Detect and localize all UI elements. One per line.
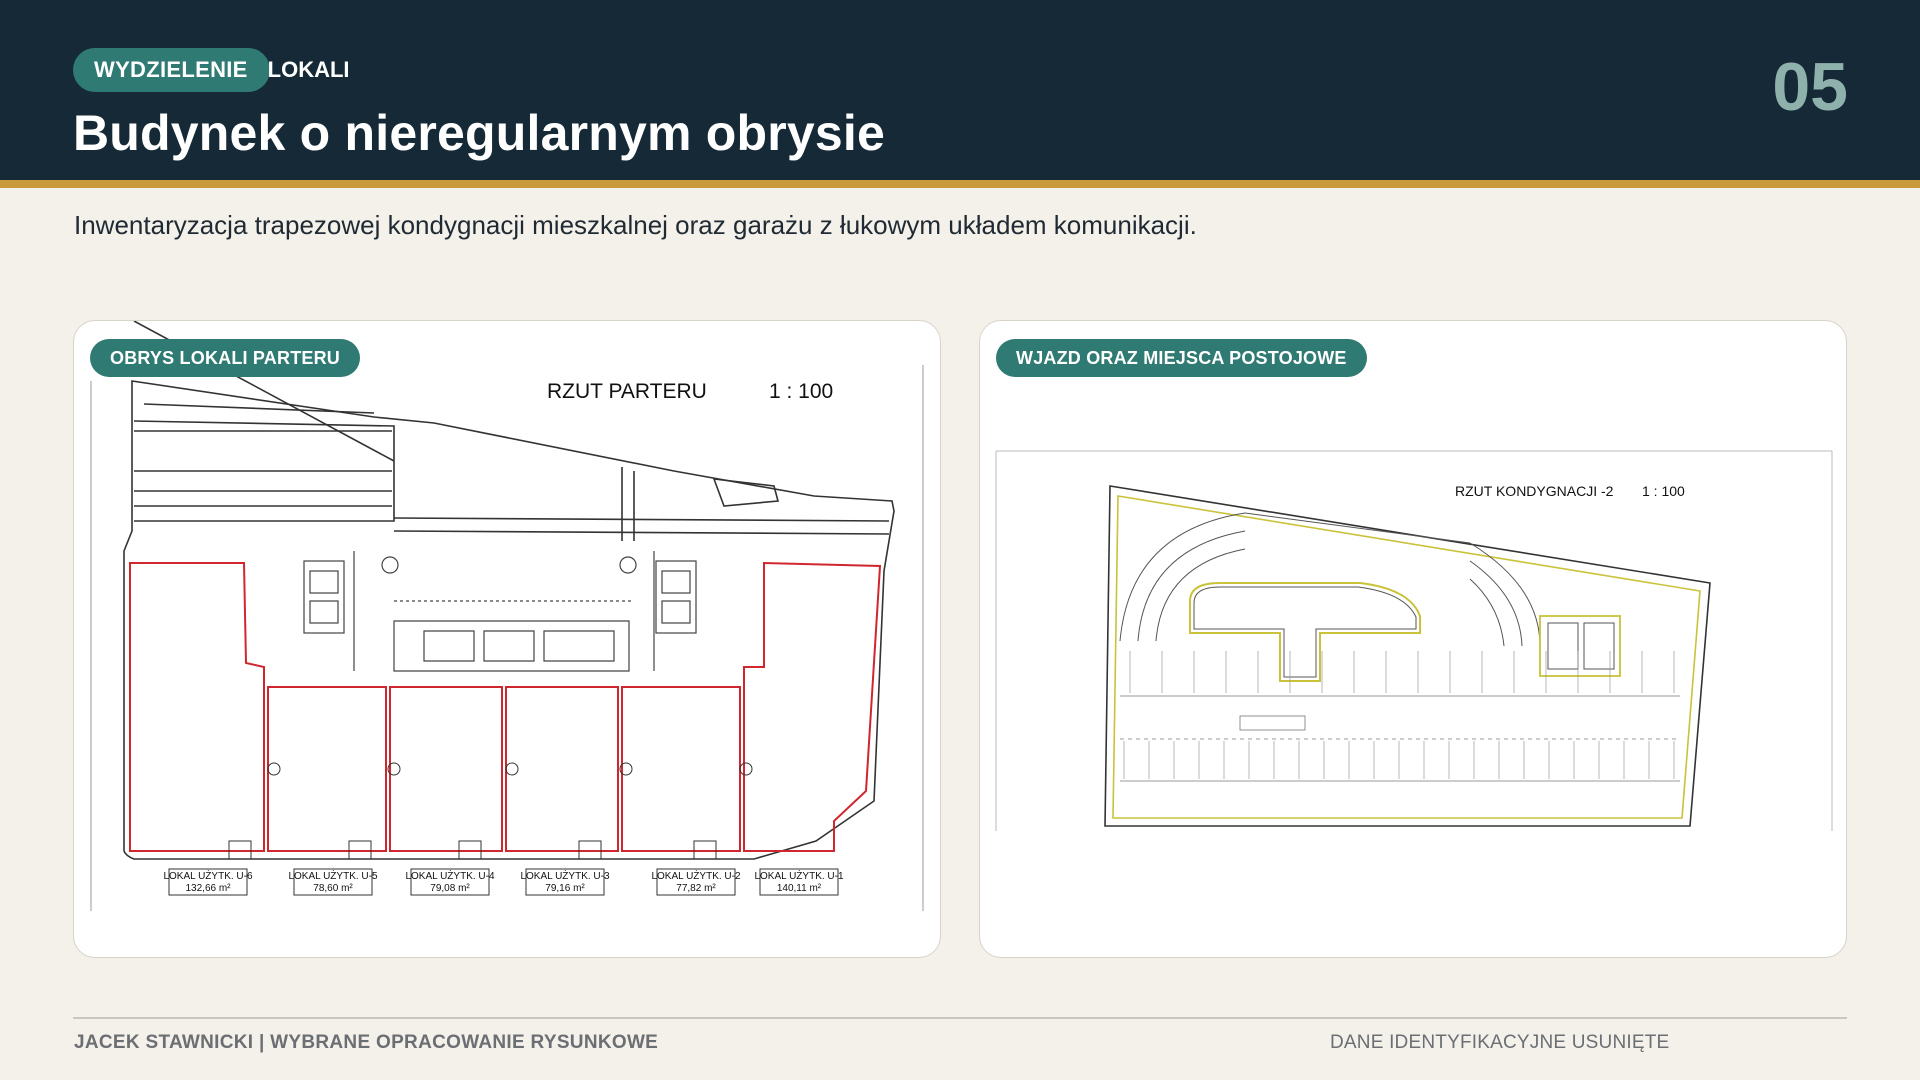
footer-divider (73, 1017, 1847, 1019)
garage-plan-scale: 1 : 100 (1642, 483, 1685, 499)
unit-label: LOKAL UŻYTK. U-5 (288, 871, 378, 882)
unit-label: LOKAL UŻYTK. U-6 (163, 871, 253, 882)
unit-label: LOKAL UŻYTK. U-4 (405, 871, 495, 882)
page-subtitle: Inwentaryzacja trapezowej kondygnacji mieszkalnej oraz garażu z łukowym układem komunikacji. (74, 210, 1197, 240)
ground-floor-card (73, 320, 941, 958)
section-label: LOKALI (267, 57, 350, 82)
garage-plan-title: RZUT KONDYGNACJI -2 (1455, 483, 1614, 499)
unit-area: 140,11 m² (776, 883, 822, 894)
ground-floor-plan-drawing (74, 321, 941, 958)
unit-label-u2 (651, 869, 741, 895)
unit-area: 79,08 m² (430, 883, 470, 894)
page-number: 05 (1772, 49, 1848, 125)
section-badge (73, 48, 350, 92)
section-pill: WYDZIELENIE (73, 48, 270, 92)
footer-author: JACEK STAWNICKI | WYBRANE OPRACOWANIE RYSUNKOWE (74, 1032, 659, 1053)
unit-label-u3 (520, 869, 610, 895)
unit-label-u6 (163, 869, 253, 895)
ground-floor-plan-title: RZUT PARTERU (547, 380, 707, 403)
page-title: Budynek o nieregularnym obrysie (73, 105, 885, 161)
footer-note: DANE IDENTYFIKACYJNE USUNIĘTE (1330, 1032, 1670, 1053)
unit-label-u5 (288, 869, 378, 895)
unit-label-u1 (754, 869, 844, 895)
unit-area: 77,82 m² (676, 883, 716, 894)
unit-area: 78,60 m² (313, 883, 353, 894)
unit-area: 79,16 m² (545, 883, 585, 894)
unit-label: LOKAL UŻYTK. U-1 (754, 871, 844, 882)
unit-area: 132,66 m² (185, 883, 231, 894)
garage-plan-drawing (980, 321, 1847, 958)
unit-label: LOKAL UŻYTK. U-2 (651, 871, 741, 882)
ground-floor-plan-scale: 1 : 100 (769, 380, 834, 403)
garage-level-tag: WJAZD ORAZ MIEJSCA POSTOJOWE (996, 339, 1367, 377)
header-accent-stripe (0, 180, 1920, 188)
garage-level-card (979, 320, 1847, 958)
unit-label: LOKAL UŻYTK. U-3 (520, 871, 610, 882)
ground-floor-tag: OBRYS LOKALI PARTERU (90, 339, 360, 377)
unit-label-u4 (405, 869, 495, 895)
